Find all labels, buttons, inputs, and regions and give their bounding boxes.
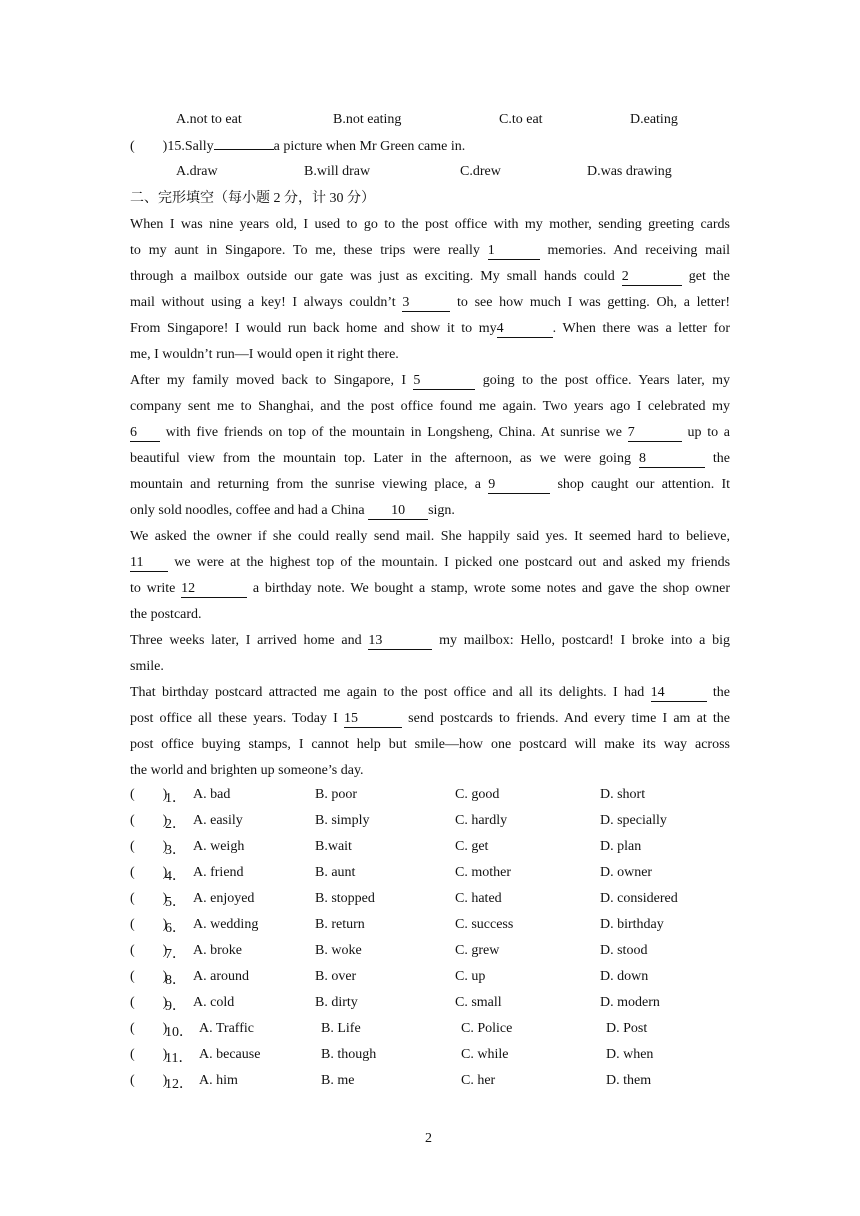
option-b: B. though xyxy=(321,1047,377,1062)
option-b: B. stopped xyxy=(315,891,375,906)
option-d: D. considered xyxy=(600,891,678,906)
passage-line: mountain and returning from the sunrise viewing place, a 9 shop caught our attention. It xyxy=(130,477,731,492)
option-c: C. get xyxy=(455,839,489,854)
q15-option-d: D.was drawing xyxy=(587,164,672,179)
question-number: 1． xyxy=(165,791,186,806)
blank-3: 3 xyxy=(402,295,450,312)
option-a: A. friend xyxy=(193,865,244,880)
option-c: C. grew xyxy=(455,943,500,958)
passage-line: beautiful view from the mountain top. Later in the afternoon, as we were going 8 the xyxy=(130,451,731,466)
option-c: C. success xyxy=(455,917,514,932)
question-number: 3． xyxy=(165,843,186,858)
passage-line: When I was nine years old, I used to go to the post office with my mother, sending greeting cards xyxy=(130,217,730,232)
q14-option-b: B.not eating xyxy=(333,112,402,127)
option-c: C. hated xyxy=(455,891,502,906)
option-d: D. when xyxy=(606,1047,654,1062)
option-a: A. Traffic xyxy=(199,1021,254,1036)
passage-line: 6 with five friends on top of the mountain in Longsheng, China. At sunrise we 7 up to a xyxy=(130,425,731,440)
option-a: A. broke xyxy=(193,943,242,958)
option-c: C. good xyxy=(455,787,500,802)
option-a: A. bad xyxy=(193,787,231,802)
option-b: B. dirty xyxy=(315,995,358,1010)
option-b: B.wait xyxy=(315,839,352,854)
option-a: A. enjoyed xyxy=(193,891,255,906)
blank-7: 7 xyxy=(628,425,682,442)
passage-line: to write 12 a birthday note. We bought a stamp, wrote some notes and gave the shop owner xyxy=(130,581,731,596)
question-number: 7． xyxy=(165,947,186,962)
passage-line: 11 we were at the highest top of the mountain. I picked one postcard out and asked my friends xyxy=(130,555,731,570)
passage-line: me, I wouldn’t run—I would open it right there. xyxy=(130,347,399,362)
option-b: B. woke xyxy=(315,943,362,958)
option-a: A. easily xyxy=(193,813,243,828)
option-a: A. around xyxy=(193,969,249,984)
passage-line: the world and brighten up someone’s day. xyxy=(130,763,364,778)
answer-parenthesis[interactable]: ( ) xyxy=(130,891,168,906)
blank-5: 5 xyxy=(413,373,475,390)
option-c: C. while xyxy=(461,1047,509,1062)
option-c: C. Police xyxy=(461,1021,513,1036)
passage-line: only sold noodles, coffee and had a China 10 sign. xyxy=(130,503,455,518)
q15-option-b: B.will draw xyxy=(304,164,371,179)
question-number: 8． xyxy=(165,973,186,988)
answer-parenthesis[interactable]: ( ) xyxy=(130,787,168,802)
question-number: 10． xyxy=(165,1025,193,1040)
option-d: D. modern xyxy=(600,995,660,1010)
answer-parenthesis[interactable]: ( ) xyxy=(130,1047,168,1062)
option-d: D. them xyxy=(606,1073,652,1088)
option-a: A. weigh xyxy=(193,839,245,854)
question-15-stem: 15.Sally xyxy=(167,139,214,154)
q15-blank xyxy=(214,149,274,150)
question-number: 6． xyxy=(165,921,186,936)
passage-line: mail without using a key! I always couldn’t 3 to see how much I was getting. Oh, a letter! xyxy=(130,295,731,310)
blank-12: 12 xyxy=(181,581,247,598)
passage-line: That birthday postcard attracted me again to the post office and all its delights. I had 14 the xyxy=(130,685,731,700)
passage-line: post office all these years. Today I 15 send postcards to friends. And every time I am at the xyxy=(130,711,731,726)
option-d: D. specially xyxy=(600,813,667,828)
blank-14: 14 xyxy=(651,685,707,702)
passage-line: company sent me to Shanghai, and the post office found me again. Two years ago I celebrated my xyxy=(130,399,730,414)
section-title: 二、完形填空（每小题 2 分，计 30 分） xyxy=(130,191,375,206)
option-d: D. Post xyxy=(606,1021,648,1036)
answer-parenthesis[interactable]: ( ) xyxy=(130,839,168,854)
option-d: D. short xyxy=(600,787,646,802)
option-c: C. up xyxy=(455,969,486,984)
q14-option-c: C.to eat xyxy=(499,112,543,127)
option-a: A. cold xyxy=(193,995,235,1010)
passage-line: through a mailbox outside our gate was just as exciting. My small hands could 2 get the xyxy=(130,269,730,284)
passage-line: smile. xyxy=(130,659,164,674)
answer-parenthesis[interactable]: ( ) xyxy=(130,995,168,1010)
blank-11: 11 xyxy=(130,555,168,572)
option-d: D. plan xyxy=(600,839,642,854)
question-number: 11． xyxy=(165,1051,193,1066)
blank-15: 15 xyxy=(344,711,402,728)
option-d: D. birthday xyxy=(600,917,664,932)
option-b: B. poor xyxy=(315,787,357,802)
blank-1: 1 xyxy=(488,243,540,260)
blank-6: 6 xyxy=(130,425,160,442)
q15-option-a: A.draw xyxy=(176,164,218,179)
question-15 xyxy=(130,137,465,157)
option-a: A. him xyxy=(199,1073,238,1088)
answer-parenthesis[interactable]: ( ) xyxy=(130,813,168,828)
option-d: D. down xyxy=(600,969,649,984)
answer-parenthesis[interactable]: ( ) xyxy=(130,865,168,880)
answer-parenthesis[interactable]: ( ) xyxy=(130,943,168,958)
option-b: B. simply xyxy=(315,813,370,828)
option-c: C. her xyxy=(461,1073,496,1088)
blank-10: 10 xyxy=(368,503,428,520)
answer-parenthesis[interactable]: ( ) xyxy=(130,1021,168,1036)
option-b: B. me xyxy=(321,1073,355,1088)
blank-9: 9 xyxy=(488,477,550,494)
passage-line: After my family moved back to Singapore, I 5 going to the post office. Years later, my xyxy=(130,373,731,388)
question-number: 12． xyxy=(165,1077,193,1092)
passage-line: post office buying stamps, I cannot help but smile—how one postcard will make its way across xyxy=(130,737,730,752)
q15-option-c: C.drew xyxy=(460,164,501,179)
blank-2: 2 xyxy=(622,269,682,286)
passage-line: From Singapore! I would run back home and show it to my4 . When there was a letter for xyxy=(130,321,730,336)
passage-line: We asked the owner if she could really send mail. She happily said yes. It seemed hard to believe, xyxy=(130,529,730,544)
option-b: B. over xyxy=(315,969,357,984)
option-a: A. wedding xyxy=(193,917,259,932)
question-number: 2． xyxy=(165,817,186,832)
passage-line: Three weeks later, I arrived home and 13 my mailbox: Hello, postcard! I broke into a big xyxy=(130,633,731,648)
passage-line: the postcard. xyxy=(130,607,202,622)
page-number: 2 xyxy=(425,1131,432,1146)
question-number: 5． xyxy=(165,895,186,910)
option-b: B. return xyxy=(315,917,365,932)
answer-parenthesis: ( ) xyxy=(130,139,168,154)
question-15-stem-end: a picture when Mr Green came in. xyxy=(273,139,466,154)
blank-4: 4 xyxy=(497,321,553,338)
option-a: A. because xyxy=(199,1047,261,1062)
passage-line: to my aunt in Singapore. To me, these trips were really 1 memories. And receiving mail xyxy=(130,243,731,258)
answer-parenthesis[interactable]: ( ) xyxy=(130,969,168,984)
option-c: C. small xyxy=(455,995,502,1010)
blank-8: 8 xyxy=(639,451,705,468)
blank-13: 13 xyxy=(368,633,432,650)
option-b: B. aunt xyxy=(315,865,356,880)
option-c: C. mother xyxy=(455,865,511,880)
q14-option-d: D.eating xyxy=(630,112,678,127)
option-c: C. hardly xyxy=(455,813,508,828)
option-d: D. owner xyxy=(600,865,653,880)
option-d: D. stood xyxy=(600,943,648,958)
answer-parenthesis[interactable]: ( ) xyxy=(130,1073,168,1088)
question-number: 4． xyxy=(165,869,186,884)
option-b: B. Life xyxy=(321,1021,361,1036)
answer-parenthesis[interactable]: ( ) xyxy=(130,917,168,932)
q14-option-a: A.not to eat xyxy=(176,112,242,127)
question-number: 9． xyxy=(165,999,186,1014)
